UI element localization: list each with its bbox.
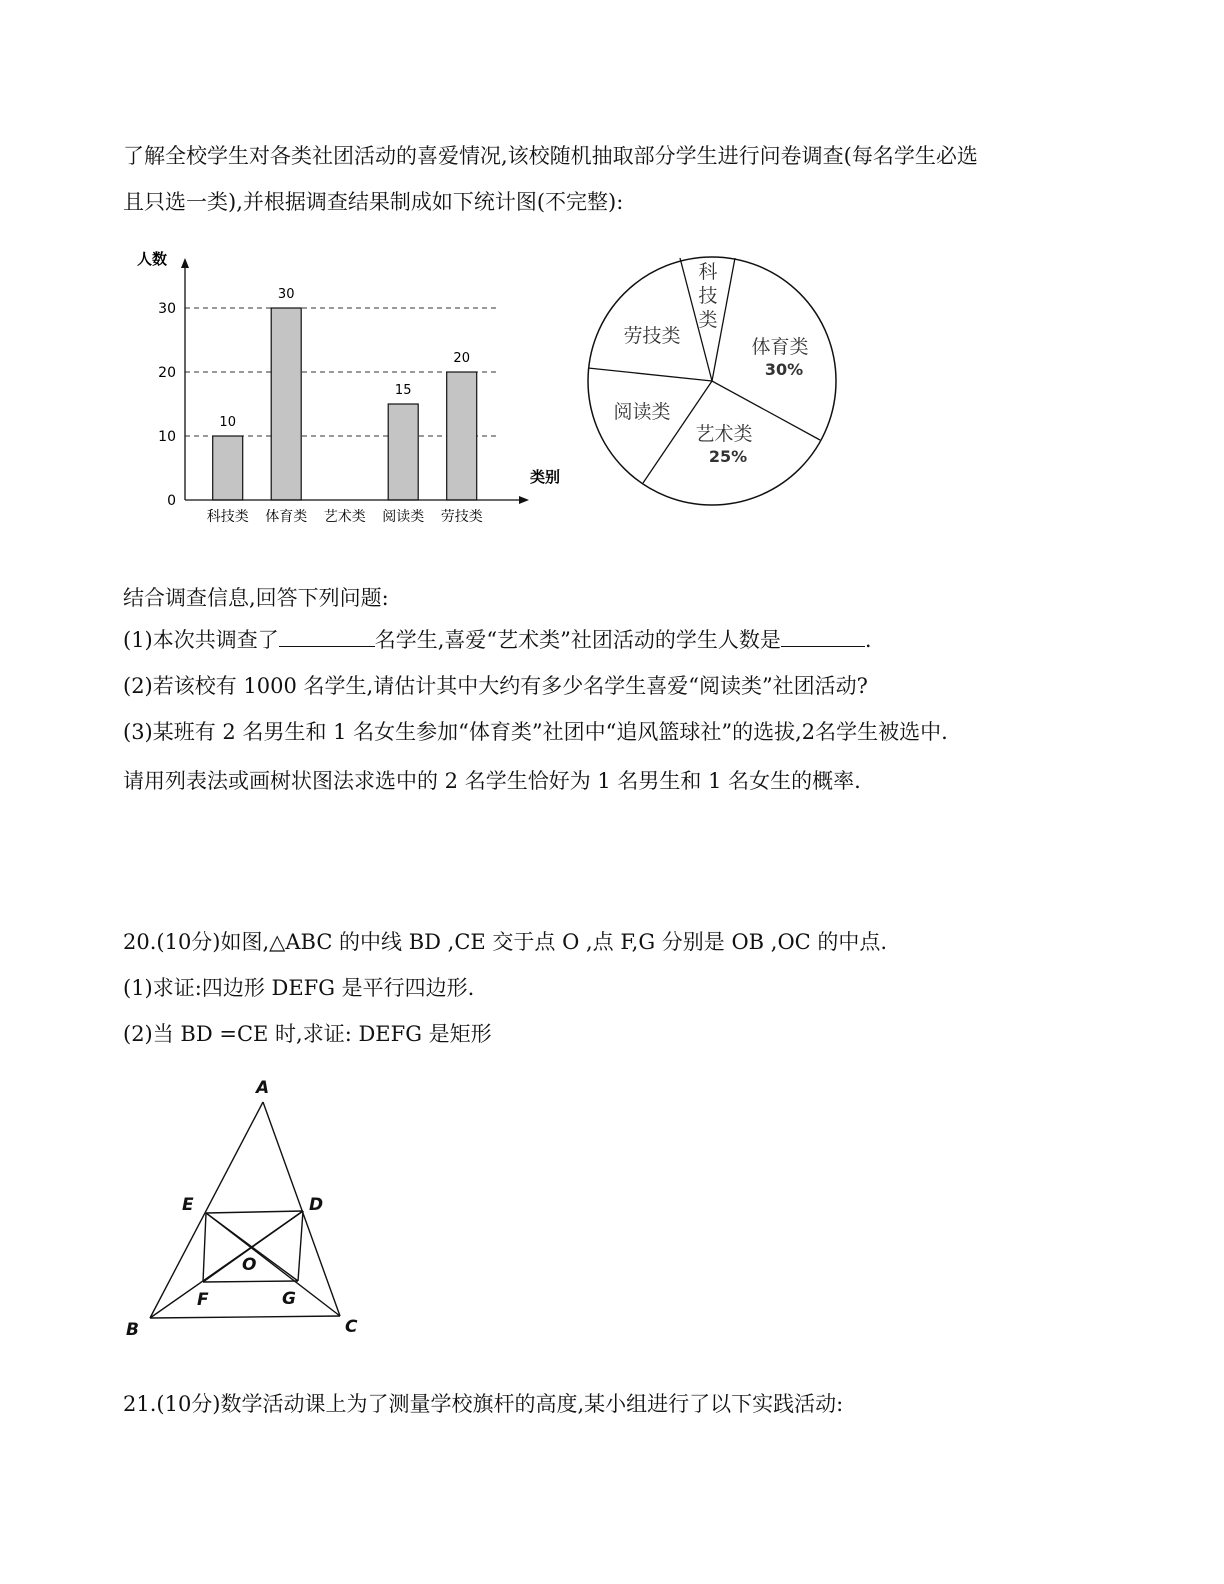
label-b: B — [126, 1320, 139, 1340]
x-tick-label: 劳技类 — [440, 509, 483, 525]
segment-dg — [298, 1211, 303, 1281]
question-3-line-1: (3)某班有 2 名男生和 1 名女生参加“体育类”社团中“追风篮球社”的选拔,2名学生被选中. — [123, 720, 948, 744]
label-o: O — [242, 1255, 257, 1275]
segment-fg — [203, 1281, 298, 1282]
pie-label-yishu: 艺术类 — [695, 423, 753, 445]
bar-chart — [130, 240, 580, 540]
side-ab — [150, 1102, 263, 1318]
question-1-part1: (1)本次共调查了 — [123, 628, 279, 652]
x-axis-label: 类别 — [530, 468, 561, 486]
bar-data-label: 10 — [219, 415, 236, 430]
bar-0 — [213, 436, 243, 500]
pie-divider-4 — [588, 368, 712, 381]
y-axis-arrow — [181, 258, 189, 268]
pie-label-keji-3: 类 — [698, 309, 718, 331]
bar-data-label: 15 — [394, 383, 412, 398]
x-tick-label: 艺术类 — [323, 509, 366, 525]
bar-4 — [447, 372, 477, 500]
question-1-end: . — [864, 628, 872, 652]
bar-data-label: 30 — [277, 287, 295, 302]
label-f: F — [197, 1290, 209, 1310]
label-d: D — [309, 1195, 324, 1215]
triangle-figure — [120, 1070, 370, 1345]
question-2: (2)若该校有 1000 名学生,请估计其中大约有多少名学生喜爱“阅读类”社团活动? — [123, 674, 868, 698]
segment-ef — [203, 1213, 206, 1282]
answer-blank-art[interactable] — [781, 626, 865, 647]
x-axis-arrow — [519, 496, 529, 504]
y-tick-label: 10 — [158, 429, 176, 445]
question-1 — [123, 626, 872, 654]
x-tick-label: 科技类 — [206, 509, 249, 525]
problem-20-part-1: (1)求证:四边形 DEFG 是平行四边形. — [123, 976, 475, 1000]
pie-label-laoji: 劳技类 — [623, 325, 681, 347]
side-bc — [150, 1316, 340, 1318]
problem-20-part-2: (2)当 BD =CE 时,求证: DEFG 是矩形 — [123, 1022, 492, 1046]
label-a: A — [256, 1078, 270, 1098]
pie-label-tiyu: 体育类 — [751, 336, 809, 358]
label-g: G — [282, 1289, 296, 1309]
label-e: E — [182, 1195, 194, 1215]
y-tick-label: 0 — [167, 493, 176, 509]
y-tick-label: 20 — [158, 365, 176, 381]
bar-data-label: 20 — [453, 351, 470, 366]
label-c: C — [345, 1317, 358, 1337]
pie-chart — [580, 250, 850, 510]
segment-ed — [206, 1211, 303, 1213]
bar-1 — [271, 308, 301, 500]
question-1-part2: 名学生,喜爱“艺术类”社团活动的学生人数是 — [374, 628, 781, 652]
y-axis-label: 人数 — [137, 250, 168, 268]
problem-20-stem: 20.(10分)如图,△ABC 的中线 BD ,CE 交于点 O ,点 F,G 分别是 OB ,OC 的中点. — [123, 930, 888, 954]
pie-label-keji-2: 技 — [698, 285, 718, 307]
pie-label-yuedu: 阅读类 — [613, 401, 671, 423]
pie-label-keji-1: 科 — [698, 261, 718, 283]
questions-lead: 结合调查信息,回答下列问题: — [123, 586, 389, 610]
y-tick-label: 30 — [158, 301, 176, 317]
intro-line-1: 了解全校学生对各类社团活动的喜爱情况,该校随机抽取部分学生进行问卷调查(每名学生必选 — [123, 144, 978, 168]
answer-blank-total[interactable] — [279, 626, 375, 647]
bar-3 — [388, 404, 418, 500]
intro-line-2: 且只选一类),并根据调查结果制成如下统计图(不完整): — [123, 190, 624, 214]
side-ac — [263, 1102, 340, 1316]
pie-pct-tiyu: 30% — [764, 360, 804, 379]
x-tick-label: 阅读类 — [382, 509, 425, 525]
x-tick-label: 体育类 — [265, 509, 308, 525]
problem-21-stem: 21.(10分)数学活动课上为了测量学校旗杆的高度,某小组进行了以下实践活动: — [123, 1392, 844, 1416]
question-3-line-2: 请用列表法或画树状图法求选中的 2 名学生恰好为 1 名男生和 1 名女生的概率. — [123, 769, 861, 793]
pie-pct-yishu: 25% — [708, 447, 748, 466]
